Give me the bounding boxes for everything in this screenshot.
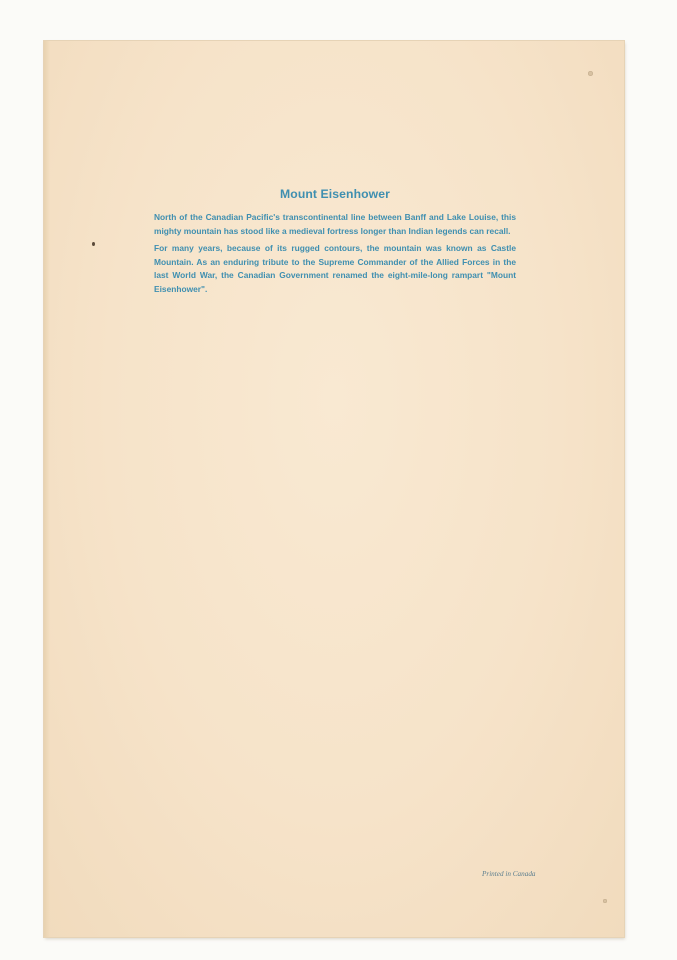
staple-hole-top: [588, 71, 593, 76]
staple-hole-bottom: [603, 899, 607, 903]
paragraph-1: North of the Canadian Pacific's transcontinental line between Banff and Lake Louise, this mighty mountain has stood like a medieval fortress longer than Indian legends can recall.: [154, 212, 516, 236]
ink-speck: [92, 242, 95, 246]
page-title: Mount Eisenhower: [280, 187, 390, 201]
printed-in-note: Printed in Canada: [482, 870, 536, 878]
paragraph-2: For many years, because of its rugged contours, the mountain was known as Castle Mountain. As an enduring tribute to the Supreme Commander of the Allied Forces in the last World War, the Canadian Government renamed the eight-mile-long rampart "Mount Eisenhower".: [154, 243, 516, 294]
booklet-back-page: [44, 41, 624, 937]
text-block: [154, 187, 516, 301]
